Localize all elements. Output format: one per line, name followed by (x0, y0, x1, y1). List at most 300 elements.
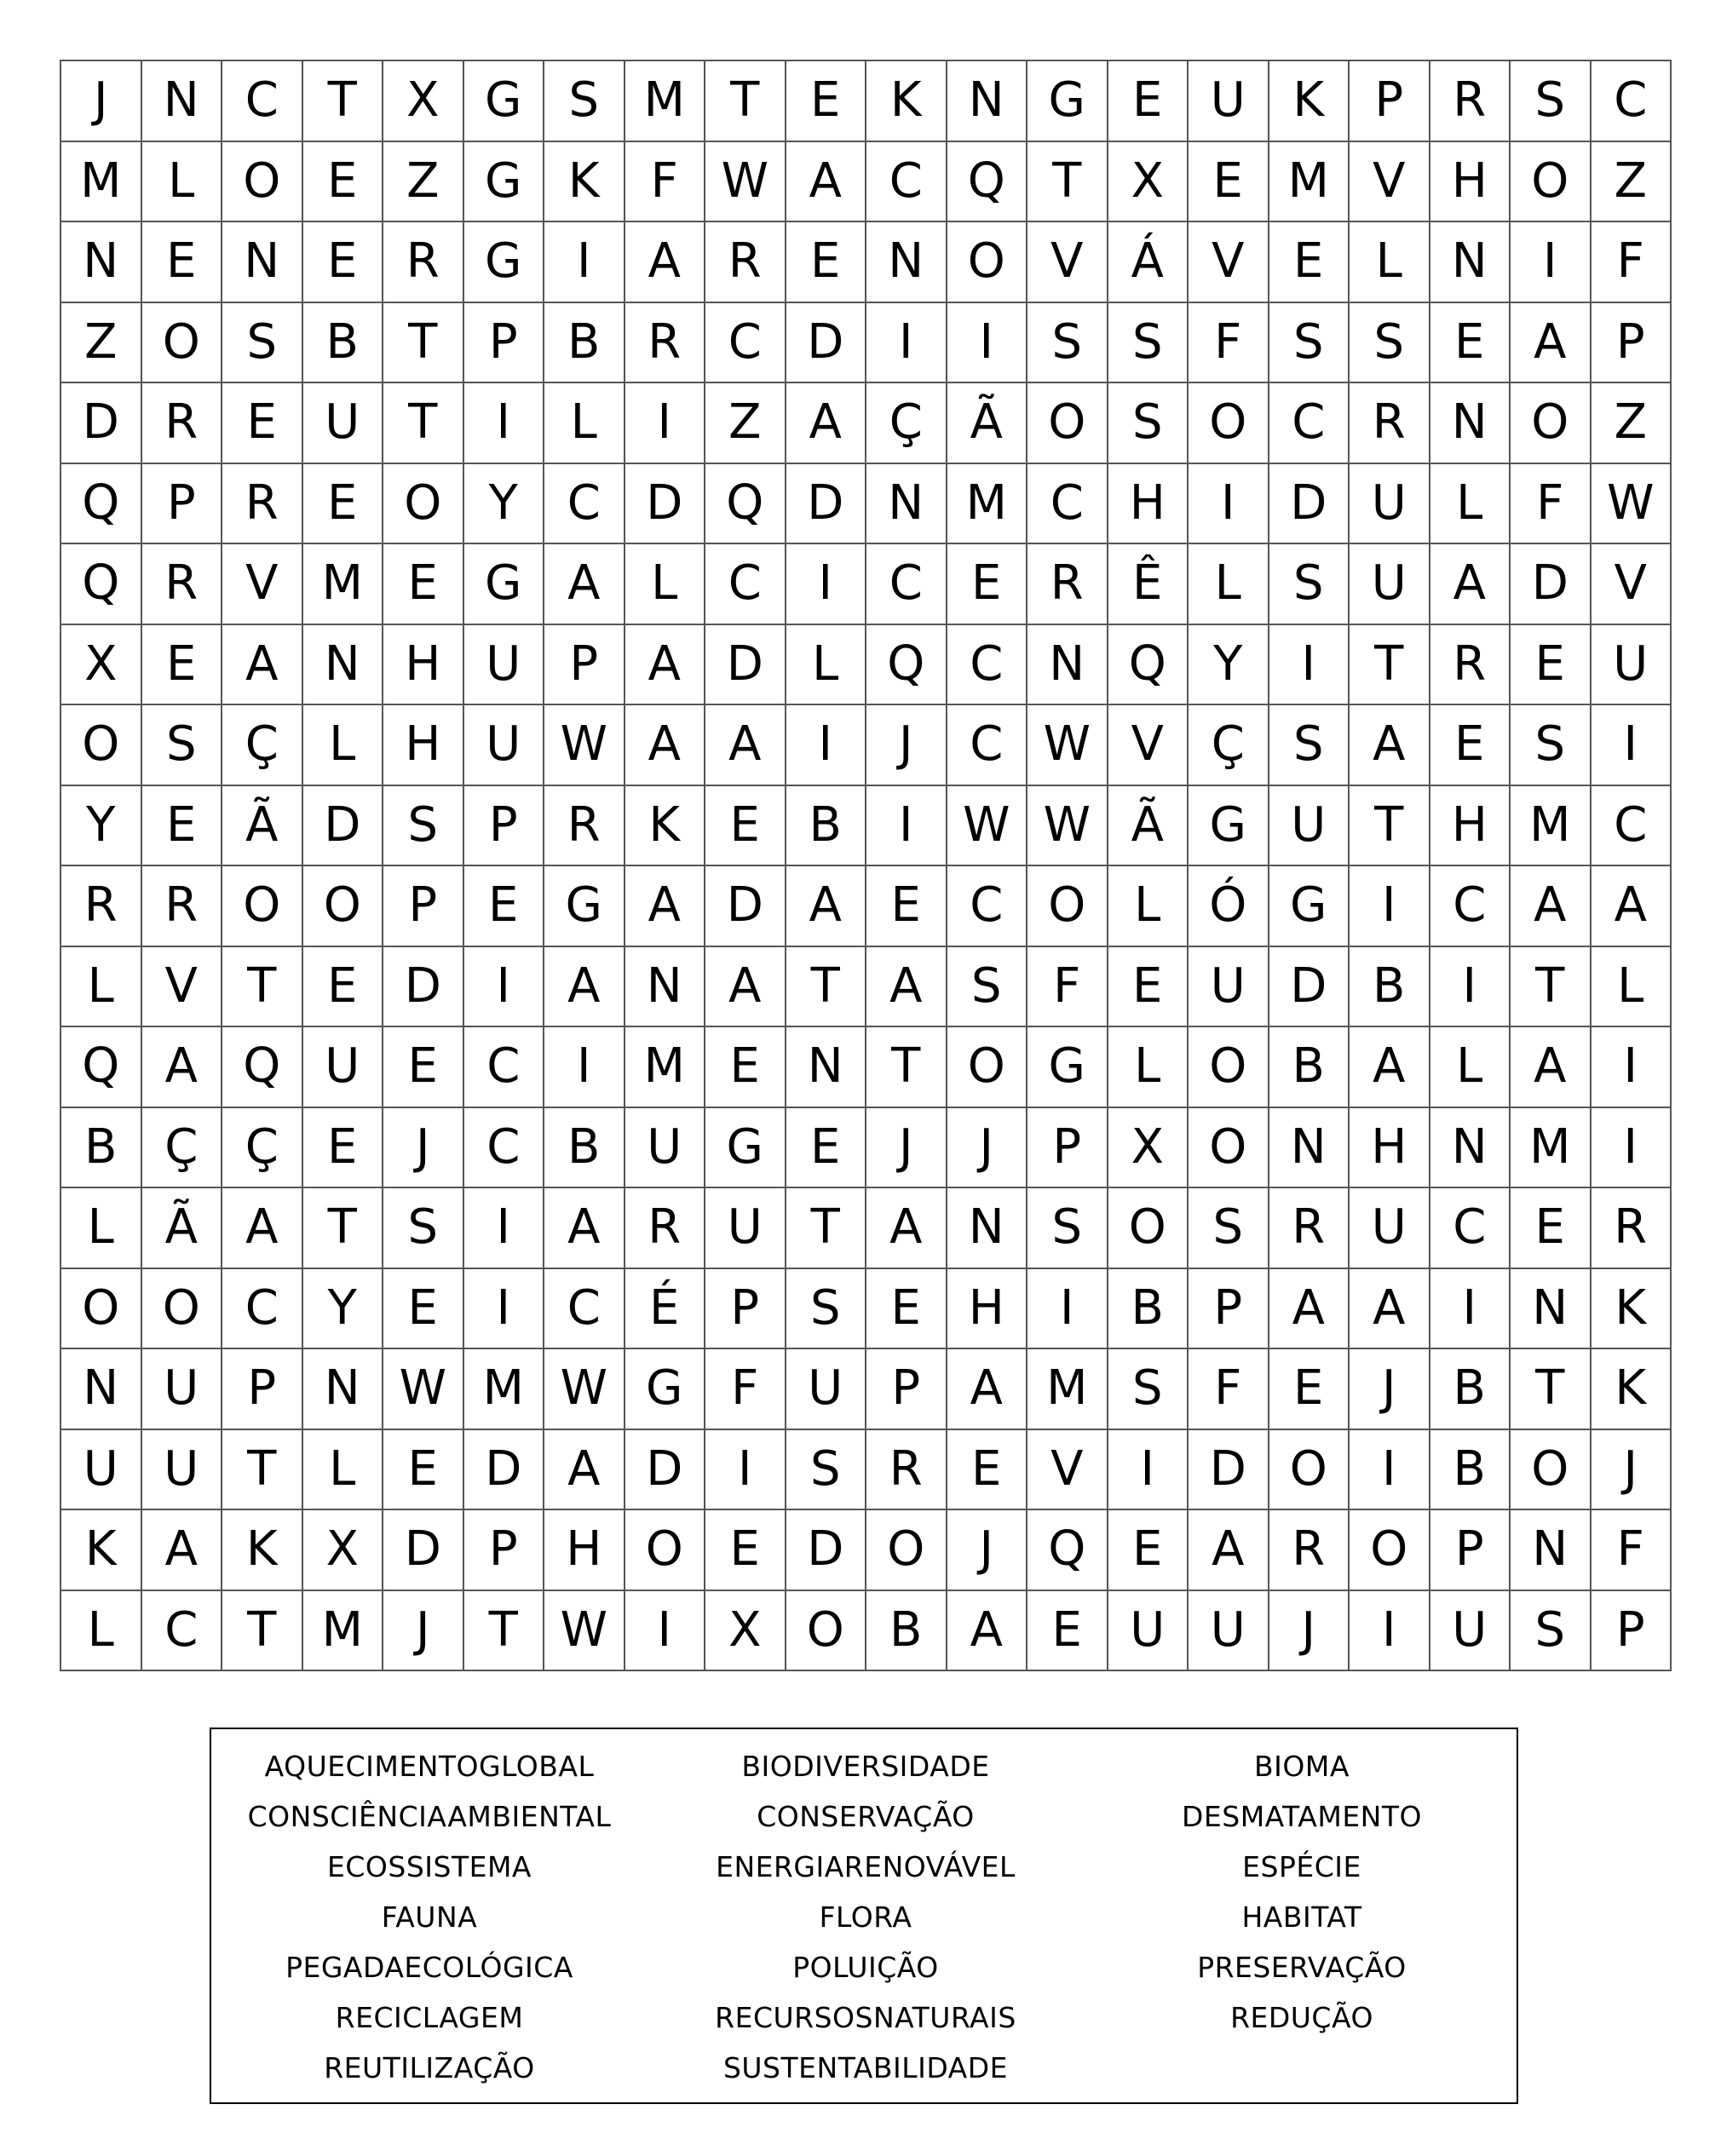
grid-cell[interactable]: C (544, 464, 625, 545)
grid-cell[interactable]: D (61, 383, 142, 464)
grid-cell[interactable]: D (705, 625, 786, 706)
grid-cell[interactable]: M (61, 142, 142, 223)
grid-cell[interactable]: V (1189, 222, 1269, 303)
grid-cell[interactable]: E (142, 625, 223, 706)
grid-cell[interactable]: O (61, 705, 142, 786)
grid-cell[interactable]: I (1108, 1430, 1189, 1511)
grid-cell[interactable]: Ó (1189, 866, 1269, 947)
grid-cell[interactable]: E (947, 1430, 1028, 1511)
grid-cell[interactable]: X (303, 1510, 384, 1591)
grid-cell[interactable]: K (866, 61, 947, 142)
grid-cell[interactable]: R (705, 222, 786, 303)
grid-cell[interactable]: U (142, 1349, 223, 1430)
grid-cell[interactable]: J (947, 1510, 1028, 1591)
grid-cell[interactable]: C (1591, 61, 1672, 142)
grid-cell[interactable]: N (1430, 1108, 1511, 1189)
grid-cell[interactable]: H (1108, 464, 1189, 545)
grid-cell[interactable]: Ç (222, 705, 303, 786)
grid-cell[interactable]: Ç (866, 383, 947, 464)
grid-cell[interactable]: O (303, 866, 384, 947)
grid-cell[interactable]: I (1350, 1430, 1430, 1511)
grid-cell[interactable]: D (1189, 1430, 1269, 1511)
grid-cell[interactable]: G (464, 61, 545, 142)
grid-cell[interactable]: A (222, 625, 303, 706)
grid-cell[interactable]: E (383, 544, 464, 625)
grid-cell[interactable]: I (1430, 947, 1511, 1028)
grid-cell[interactable]: L (61, 1591, 142, 1672)
grid-cell[interactable]: U (1350, 464, 1430, 545)
grid-cell[interactable]: G (544, 866, 625, 947)
grid-cell[interactable]: P (1350, 61, 1430, 142)
grid-cell[interactable]: U (61, 1430, 142, 1511)
grid-cell[interactable]: Ê (1108, 544, 1189, 625)
grid-cell[interactable]: D (625, 464, 706, 545)
grid-cell[interactable]: L (625, 544, 706, 625)
grid-cell[interactable]: E (705, 786, 786, 867)
grid-cell[interactable]: C (866, 142, 947, 223)
grid-cell[interactable]: E (866, 866, 947, 947)
grid-cell[interactable]: E (383, 1430, 464, 1511)
grid-cell[interactable]: T (705, 61, 786, 142)
grid-cell[interactable]: G (464, 544, 545, 625)
grid-cell[interactable]: I (1591, 1108, 1672, 1189)
grid-cell[interactable]: N (947, 1188, 1028, 1269)
grid-cell[interactable]: N (303, 1349, 384, 1430)
grid-cell[interactable]: P (142, 464, 223, 545)
grid-cell[interactable]: S (1269, 705, 1350, 786)
grid-cell[interactable]: B (544, 303, 625, 384)
grid-cell[interactable]: A (544, 947, 625, 1028)
grid-cell[interactable]: L (61, 947, 142, 1028)
grid-cell[interactable]: A (947, 1349, 1028, 1430)
grid-cell[interactable]: R (222, 464, 303, 545)
grid-cell[interactable]: P (1027, 1108, 1108, 1189)
grid-cell[interactable]: G (464, 222, 545, 303)
grid-cell[interactable]: K (1591, 1349, 1672, 1430)
grid-cell[interactable]: P (866, 1349, 947, 1430)
grid-cell[interactable]: L (303, 1430, 384, 1511)
grid-cell[interactable]: Y (1189, 625, 1269, 706)
grid-cell[interactable]: D (625, 1430, 706, 1511)
grid-cell[interactable]: M (625, 1027, 706, 1108)
grid-cell[interactable]: U (303, 1027, 384, 1108)
grid-cell[interactable]: Ã (222, 786, 303, 867)
grid-cell[interactable]: S (1269, 303, 1350, 384)
grid-cell[interactable]: B (1430, 1430, 1511, 1511)
grid-cell[interactable]: G (1027, 61, 1108, 142)
grid-cell[interactable]: T (383, 383, 464, 464)
grid-cell[interactable]: O (1027, 383, 1108, 464)
grid-cell[interactable]: S (786, 1269, 867, 1350)
grid-cell[interactable]: N (222, 222, 303, 303)
grid-cell[interactable]: T (383, 303, 464, 384)
grid-cell[interactable]: O (1189, 383, 1269, 464)
grid-cell[interactable]: D (786, 464, 867, 545)
grid-cell[interactable]: T (1511, 1349, 1591, 1430)
grid-cell[interactable]: R (625, 303, 706, 384)
grid-cell[interactable]: Y (303, 1269, 384, 1350)
grid-cell[interactable]: L (1350, 222, 1430, 303)
grid-cell[interactable]: C (142, 1591, 223, 1672)
grid-cell[interactable]: C (705, 544, 786, 625)
grid-cell[interactable]: I (464, 947, 545, 1028)
grid-cell[interactable]: K (61, 1510, 142, 1591)
grid-cell[interactable]: E (1269, 222, 1350, 303)
grid-cell[interactable]: A (1189, 1510, 1269, 1591)
grid-cell[interactable]: D (464, 1430, 545, 1511)
grid-cell[interactable]: A (866, 1188, 947, 1269)
grid-cell[interactable]: O (1269, 1430, 1350, 1511)
grid-cell[interactable]: A (866, 947, 947, 1028)
grid-cell[interactable]: E (705, 1510, 786, 1591)
grid-cell[interactable]: A (1511, 303, 1591, 384)
grid-cell[interactable]: E (222, 383, 303, 464)
grid-cell[interactable]: G (1269, 866, 1350, 947)
grid-cell[interactable]: S (1108, 303, 1189, 384)
grid-cell[interactable]: X (1108, 142, 1189, 223)
grid-cell[interactable]: B (1269, 1027, 1350, 1108)
grid-cell[interactable]: P (222, 1349, 303, 1430)
grid-cell[interactable]: D (1269, 947, 1350, 1028)
grid-cell[interactable]: E (303, 1108, 384, 1189)
grid-cell[interactable]: R (1430, 625, 1511, 706)
grid-cell[interactable]: O (1189, 1108, 1269, 1189)
grid-cell[interactable]: N (866, 464, 947, 545)
grid-cell[interactable]: P (464, 786, 545, 867)
grid-cell[interactable]: E (1108, 947, 1189, 1028)
grid-cell[interactable]: Ã (142, 1188, 223, 1269)
grid-cell[interactable]: P (1189, 1269, 1269, 1350)
grid-cell[interactable]: L (303, 705, 384, 786)
grid-cell[interactable]: S (1189, 1188, 1269, 1269)
grid-cell[interactable]: R (383, 222, 464, 303)
grid-cell[interactable]: O (1511, 1430, 1591, 1511)
grid-cell[interactable]: L (61, 1188, 142, 1269)
grid-cell[interactable]: N (1430, 383, 1511, 464)
grid-cell[interactable]: E (1511, 1188, 1591, 1269)
grid-cell[interactable]: C (947, 705, 1028, 786)
grid-cell[interactable]: Q (61, 1027, 142, 1108)
grid-cell[interactable]: C (222, 61, 303, 142)
grid-cell[interactable]: S (786, 1430, 867, 1511)
grid-cell[interactable]: N (61, 1349, 142, 1430)
grid-cell[interactable]: G (705, 1108, 786, 1189)
grid-cell[interactable]: L (544, 383, 625, 464)
grid-cell[interactable]: H (947, 1269, 1028, 1350)
grid-cell[interactable]: B (303, 303, 384, 384)
grid-cell[interactable]: O (947, 222, 1028, 303)
grid-cell[interactable]: G (1027, 1027, 1108, 1108)
grid-cell[interactable]: S (1511, 61, 1591, 142)
grid-cell[interactable]: I (1189, 464, 1269, 545)
grid-cell[interactable]: A (625, 705, 706, 786)
grid-cell[interactable]: Q (61, 464, 142, 545)
grid-cell[interactable]: A (544, 1188, 625, 1269)
grid-cell[interactable]: T (1511, 947, 1591, 1028)
grid-cell[interactable]: F (1591, 1510, 1672, 1591)
grid-cell[interactable]: A (786, 383, 867, 464)
grid-cell[interactable]: T (303, 1188, 384, 1269)
grid-cell[interactable]: O (61, 1269, 142, 1350)
grid-cell[interactable]: U (464, 705, 545, 786)
grid-cell[interactable]: I (625, 1591, 706, 1672)
grid-cell[interactable]: C (705, 303, 786, 384)
grid-cell[interactable]: S (1027, 303, 1108, 384)
grid-cell[interactable]: W (544, 1591, 625, 1672)
grid-cell[interactable]: V (1027, 1430, 1108, 1511)
grid-cell[interactable]: W (1027, 705, 1108, 786)
grid-cell[interactable]: F (705, 1349, 786, 1430)
grid-cell[interactable]: N (61, 222, 142, 303)
grid-cell[interactable]: L (1430, 464, 1511, 545)
grid-cell[interactable]: E (1511, 625, 1591, 706)
grid-cell[interactable]: O (383, 464, 464, 545)
grid-cell[interactable]: I (464, 1188, 545, 1269)
grid-cell[interactable]: X (383, 61, 464, 142)
grid-cell[interactable]: I (1430, 1269, 1511, 1350)
grid-cell[interactable]: C (1591, 786, 1672, 867)
grid-cell[interactable]: U (142, 1430, 223, 1511)
grid-cell[interactable]: I (1027, 1269, 1108, 1350)
grid-cell[interactable]: C (544, 1269, 625, 1350)
grid-cell[interactable]: C (1027, 464, 1108, 545)
grid-cell[interactable]: E (464, 866, 545, 947)
grid-cell[interactable]: N (1027, 625, 1108, 706)
grid-cell[interactable]: I (786, 705, 867, 786)
grid-cell[interactable]: S (383, 786, 464, 867)
grid-cell[interactable]: Q (61, 544, 142, 625)
grid-cell[interactable]: I (866, 303, 947, 384)
grid-cell[interactable]: R (142, 544, 223, 625)
grid-cell[interactable]: B (786, 786, 867, 867)
grid-cell[interactable]: E (142, 222, 223, 303)
grid-cell[interactable]: Y (464, 464, 545, 545)
grid-cell[interactable]: Z (705, 383, 786, 464)
grid-cell[interactable]: I (625, 383, 706, 464)
grid-cell[interactable]: R (1430, 61, 1511, 142)
grid-cell[interactable]: E (383, 1269, 464, 1350)
grid-cell[interactable]: R (1027, 544, 1108, 625)
grid-cell[interactable]: Ã (947, 383, 1028, 464)
grid-cell[interactable]: O (1108, 1188, 1189, 1269)
grid-cell[interactable]: S (1108, 1349, 1189, 1430)
grid-cell[interactable]: Y (61, 786, 142, 867)
grid-cell[interactable]: L (142, 142, 223, 223)
grid-cell[interactable]: E (1269, 1349, 1350, 1430)
grid-cell[interactable]: T (866, 1027, 947, 1108)
grid-cell[interactable]: C (1269, 383, 1350, 464)
grid-cell[interactable]: A (1511, 866, 1591, 947)
grid-cell[interactable]: J (1591, 1430, 1672, 1511)
grid-cell[interactable]: U (1430, 1591, 1511, 1672)
grid-cell[interactable]: P (705, 1269, 786, 1350)
grid-cell[interactable]: P (464, 303, 545, 384)
grid-cell[interactable]: C (464, 1108, 545, 1189)
grid-cell[interactable]: O (866, 1510, 947, 1591)
grid-cell[interactable]: I (1591, 705, 1672, 786)
grid-cell[interactable]: P (383, 866, 464, 947)
grid-cell[interactable]: R (61, 866, 142, 947)
grid-cell[interactable]: A (1269, 1269, 1350, 1350)
grid-cell[interactable]: N (1430, 222, 1511, 303)
grid-cell[interactable]: S (1269, 544, 1350, 625)
grid-cell[interactable]: S (1027, 1188, 1108, 1269)
grid-cell[interactable]: R (142, 866, 223, 947)
grid-cell[interactable]: H (383, 705, 464, 786)
grid-cell[interactable]: U (1189, 947, 1269, 1028)
grid-cell[interactable]: D (786, 1510, 867, 1591)
grid-cell[interactable]: E (705, 1027, 786, 1108)
grid-cell[interactable]: Ç (1189, 705, 1269, 786)
grid-cell[interactable]: S (1511, 1591, 1591, 1672)
grid-cell[interactable]: M (1511, 786, 1591, 867)
grid-cell[interactable]: I (544, 222, 625, 303)
grid-cell[interactable]: C (1430, 866, 1511, 947)
grid-cell[interactable]: K (222, 1510, 303, 1591)
grid-cell[interactable]: A (1591, 866, 1672, 947)
grid-cell[interactable]: D (303, 786, 384, 867)
grid-cell[interactable]: E (1108, 61, 1189, 142)
grid-cell[interactable]: M (625, 61, 706, 142)
grid-cell[interactable]: W (544, 1349, 625, 1430)
grid-cell[interactable]: T (222, 1430, 303, 1511)
grid-cell[interactable]: B (61, 1108, 142, 1189)
grid-cell[interactable]: J (947, 1108, 1028, 1189)
grid-cell[interactable]: L (1108, 866, 1189, 947)
grid-cell[interactable]: O (786, 1591, 867, 1672)
grid-cell[interactable]: T (464, 1591, 545, 1672)
grid-cell[interactable]: I (705, 1430, 786, 1511)
grid-cell[interactable]: I (1350, 1591, 1430, 1672)
grid-cell[interactable]: S (142, 705, 223, 786)
grid-cell[interactable]: T (786, 947, 867, 1028)
grid-cell[interactable]: L (1108, 1027, 1189, 1108)
grid-cell[interactable]: Z (1591, 383, 1672, 464)
grid-cell[interactable]: N (947, 61, 1028, 142)
grid-cell[interactable]: T (222, 1591, 303, 1672)
grid-cell[interactable]: T (786, 1188, 867, 1269)
grid-cell[interactable]: A (705, 705, 786, 786)
grid-cell[interactable]: R (142, 383, 223, 464)
grid-cell[interactable]: F (1189, 1349, 1269, 1430)
grid-cell[interactable]: Q (1027, 1510, 1108, 1591)
grid-cell[interactable]: Ç (222, 1108, 303, 1189)
grid-cell[interactable]: V (142, 947, 223, 1028)
grid-cell[interactable]: N (786, 1027, 867, 1108)
grid-cell[interactable]: V (1027, 222, 1108, 303)
grid-cell[interactable]: I (464, 383, 545, 464)
grid-cell[interactable]: D (1269, 464, 1350, 545)
grid-cell[interactable]: E (1189, 142, 1269, 223)
grid-cell[interactable]: F (1027, 947, 1108, 1028)
grid-cell[interactable]: A (142, 1027, 223, 1108)
grid-cell[interactable]: N (1269, 1108, 1350, 1189)
grid-cell[interactable]: J (866, 705, 947, 786)
grid-cell[interactable]: X (1108, 1108, 1189, 1189)
grid-cell[interactable]: B (1430, 1349, 1511, 1430)
grid-cell[interactable]: R (1591, 1188, 1672, 1269)
grid-cell[interactable]: S (222, 303, 303, 384)
grid-cell[interactable]: S (544, 61, 625, 142)
grid-cell[interactable]: P (1591, 303, 1672, 384)
grid-cell[interactable]: I (1511, 222, 1591, 303)
grid-cell[interactable]: V (222, 544, 303, 625)
grid-cell[interactable]: Q (705, 464, 786, 545)
grid-cell[interactable]: D (383, 1510, 464, 1591)
grid-cell[interactable]: M (464, 1349, 545, 1430)
grid-cell[interactable]: A (1350, 705, 1430, 786)
grid-cell[interactable]: H (383, 625, 464, 706)
grid-cell[interactable]: A (1350, 1269, 1430, 1350)
grid-cell[interactable]: P (1591, 1591, 1672, 1672)
grid-cell[interactable]: I (866, 786, 947, 867)
grid-cell[interactable]: A (625, 222, 706, 303)
grid-cell[interactable]: Ç (142, 1108, 223, 1189)
grid-cell[interactable]: W (1591, 464, 1672, 545)
grid-cell[interactable]: O (222, 142, 303, 223)
grid-cell[interactable]: P (544, 625, 625, 706)
grid-cell[interactable]: E (303, 464, 384, 545)
grid-cell[interactable]: A (1350, 1027, 1430, 1108)
grid-cell[interactable]: O (1027, 866, 1108, 947)
grid-cell[interactable]: W (1027, 786, 1108, 867)
grid-cell[interactable]: D (786, 303, 867, 384)
grid-cell[interactable]: D (705, 866, 786, 947)
grid-cell[interactable]: E (1430, 705, 1511, 786)
grid-cell[interactable]: R (1350, 383, 1430, 464)
grid-cell[interactable]: S (1350, 303, 1430, 384)
grid-cell[interactable]: Á (1108, 222, 1189, 303)
grid-cell[interactable]: O (625, 1510, 706, 1591)
grid-cell[interactable]: Q (866, 625, 947, 706)
grid-cell[interactable]: O (142, 303, 223, 384)
grid-cell[interactable]: I (544, 1027, 625, 1108)
grid-cell[interactable]: E (303, 142, 384, 223)
grid-cell[interactable]: A (947, 1591, 1028, 1672)
grid-cell[interactable]: A (142, 1510, 223, 1591)
grid-cell[interactable]: N (303, 625, 384, 706)
grid-cell[interactable]: L (1591, 947, 1672, 1028)
grid-cell[interactable]: Z (1591, 142, 1672, 223)
grid-cell[interactable]: H (544, 1510, 625, 1591)
grid-cell[interactable]: E (866, 1269, 947, 1350)
grid-cell[interactable]: I (786, 544, 867, 625)
grid-cell[interactable]: J (61, 61, 142, 142)
grid-cell[interactable]: M (1511, 1108, 1591, 1189)
grid-cell[interactable]: L (1189, 544, 1269, 625)
grid-cell[interactable]: A (705, 947, 786, 1028)
grid-cell[interactable]: A (1511, 1027, 1591, 1108)
grid-cell[interactable]: L (786, 625, 867, 706)
grid-cell[interactable]: E (303, 222, 384, 303)
grid-cell[interactable]: O (1350, 1510, 1430, 1591)
grid-cell[interactable]: T (1027, 142, 1108, 223)
grid-cell[interactable]: W (383, 1349, 464, 1430)
grid-cell[interactable]: K (625, 786, 706, 867)
grid-cell[interactable]: F (1189, 303, 1269, 384)
grid-cell[interactable]: U (625, 1108, 706, 1189)
grid-cell[interactable]: Ã (1108, 786, 1189, 867)
grid-cell[interactable]: S (1511, 705, 1591, 786)
grid-cell[interactable]: S (1108, 383, 1189, 464)
grid-cell[interactable]: R (866, 1430, 947, 1511)
grid-cell[interactable]: G (1189, 786, 1269, 867)
grid-cell[interactable]: U (303, 383, 384, 464)
grid-cell[interactable]: I (947, 303, 1028, 384)
grid-cell[interactable]: N (866, 222, 947, 303)
grid-cell[interactable]: U (786, 1349, 867, 1430)
grid-cell[interactable]: T (1350, 786, 1430, 867)
